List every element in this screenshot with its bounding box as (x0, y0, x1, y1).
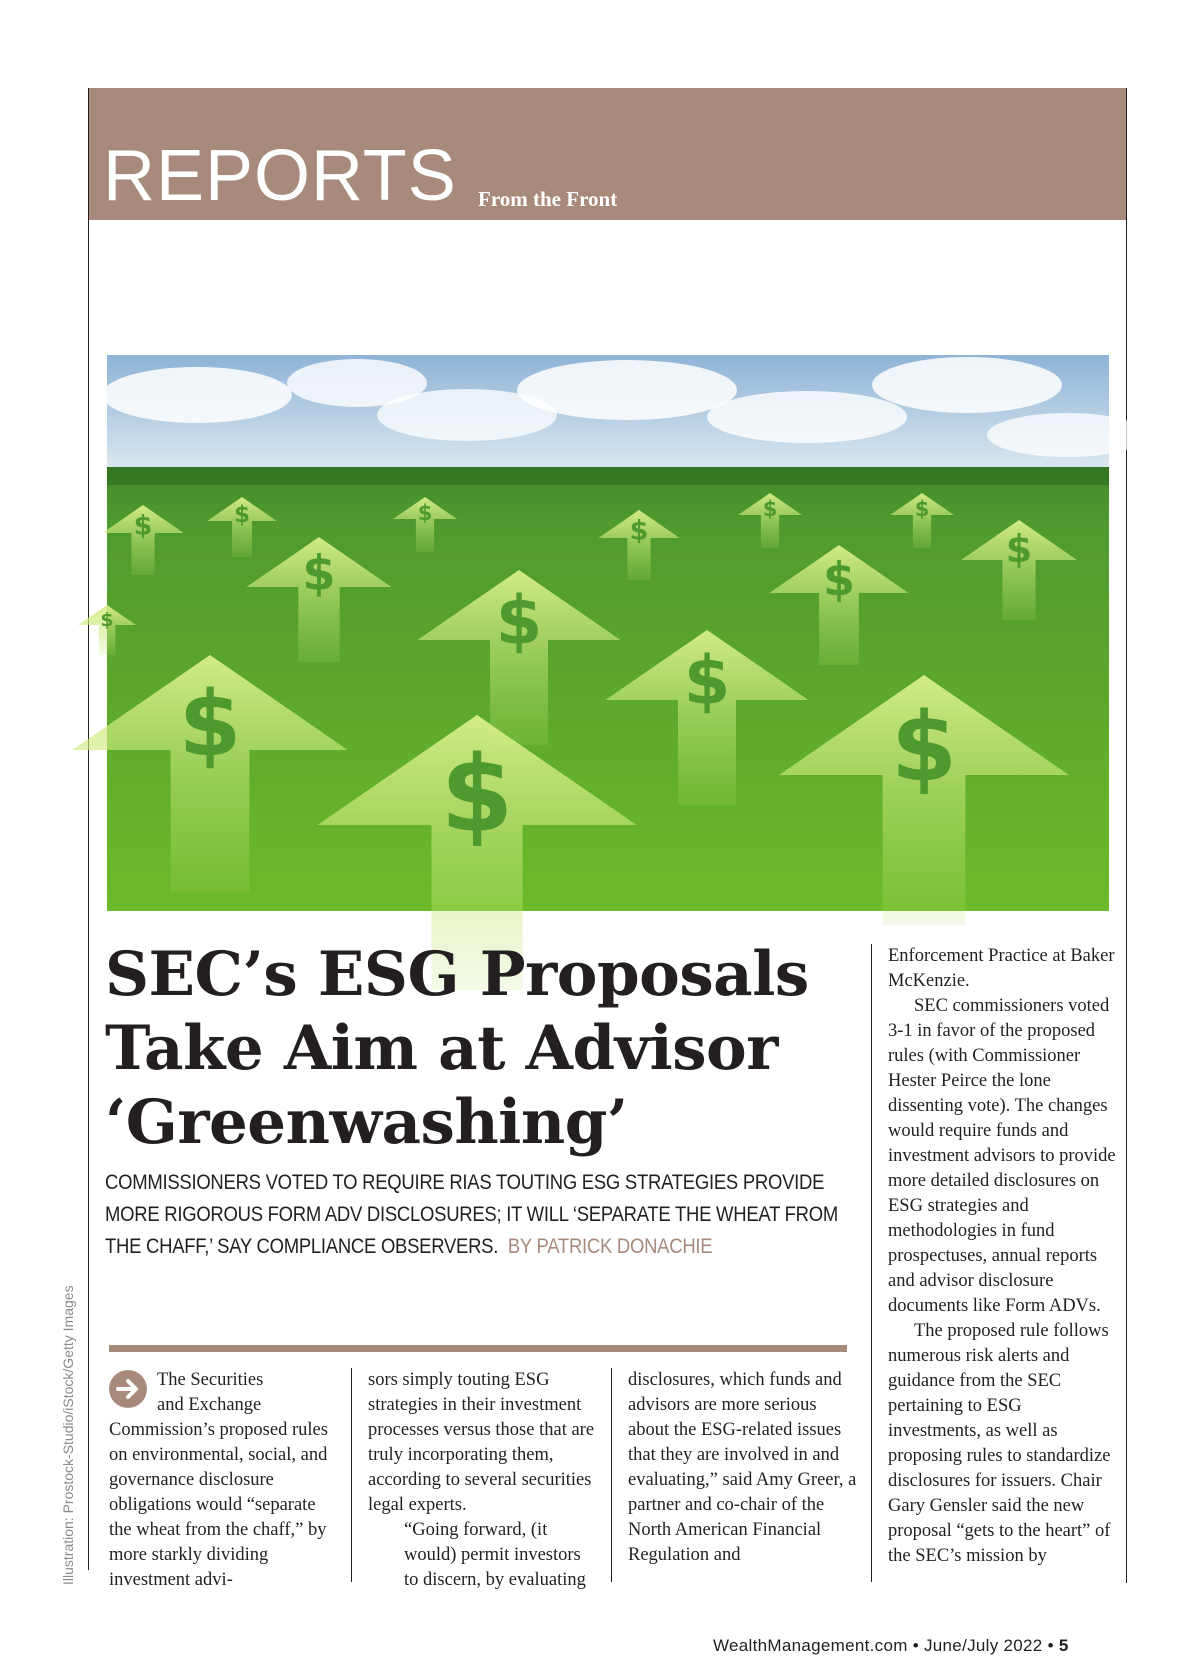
dollar-sign-icon: $ (495, 581, 543, 660)
field-with-dollar-arrows-image (100, 355, 1109, 911)
headline-line: SEC’s ESG Proposals (105, 939, 809, 1010)
dollar-sign-icon: $ (178, 671, 242, 777)
column-text: and Exchange (157, 1395, 262, 1415)
footer-separator: • (1047, 1636, 1054, 1655)
headline-line: ‘Greenwashing’ (105, 1087, 628, 1158)
article-column-3 (628, 1368, 858, 1568)
column-paragraph: sors simply touting ESG strategies in their investment processes versus those that are truly incorporating them, according to several securities legal experts. (368, 1370, 595, 1515)
dollar-sign-icon: $ (302, 545, 336, 602)
article-column-4 (888, 944, 1118, 1569)
article-column-2 (368, 1368, 598, 1593)
hero-illustration (100, 355, 1109, 911)
dek-text: COMMISSIONERS VOTED TO REQUIRE RIAS TOUTING ESG STRATEGIES PROVIDE MORE RIGOROUS FORM ADV DISCLOSURES; IT WILL ‘SEPARATE THE WHEAT FROM THE CHAFF,’ SAY COMPLIANCE OBSERVERS. (105, 1171, 838, 1258)
column-text: Commission’s proposed rules on environmental, social, and governance disclosure obligations would “separate the wheat from the chaff,” by more starkly dividing investment advi- (109, 1420, 328, 1590)
section-rule (109, 1345, 847, 1352)
column-divider (871, 944, 872, 1582)
column-text: The Securities (157, 1370, 264, 1390)
byline: BY PATRICK DONACHIE (507, 1235, 713, 1258)
column-paragraph: “Going forward, (it would) permit investors to discern, by evaluating (404, 1520, 586, 1590)
photo-credit: Illustration: Prostock-Studio/iStock/Getty Images (60, 1285, 76, 1585)
column-paragraph: The proposed rule follows numerous risk alerts and guidance from the SEC pertaining to ESG investments, as well as proposing rules to standardize disclosures for issuers. Chair Gary Gensler said the new proposal “gets to the heart” of the SEC’s mission by (888, 1321, 1111, 1566)
dollar-sign-icon: $ (914, 497, 930, 522)
dollar-sign-icon: $ (133, 510, 153, 542)
article-headline (105, 938, 875, 1160)
column-paragraph: disclosures, which funds and advisors are more serious about the ESG-related issues that they are involved in and evaluating,” said Amy Greer, a partner and co-chair of the North American Financial Regulation and (628, 1370, 857, 1565)
dollar-sign-icon: $ (822, 552, 856, 607)
article-column-1 (109, 1368, 339, 1593)
dollar-sign-icon: $ (417, 501, 433, 526)
footer-separator: • (912, 1636, 919, 1655)
page-frame-right (1126, 88, 1127, 1583)
dollar-sign-icon: $ (762, 497, 778, 522)
footer-issue: June/July 2022 (924, 1636, 1043, 1655)
page-footer (713, 1636, 1069, 1656)
dollar-sign-icon: $ (890, 693, 958, 803)
dollar-sign-icon: $ (683, 641, 731, 720)
column-paragraph: Enforcement Practice at Baker McKenzie. (888, 946, 1115, 991)
page-frame-left (88, 88, 89, 1570)
arrow-right-icon (109, 1370, 147, 1408)
section-header-band (89, 88, 1126, 220)
dollar-sign-icon: $ (233, 502, 251, 529)
article-dek (105, 1167, 865, 1263)
page-number: 5 (1058, 1636, 1069, 1655)
section-subtitle: From the Front (478, 187, 618, 211)
dollar-sign-icon: $ (440, 733, 514, 856)
dollar-sign-icon: $ (100, 609, 114, 631)
dollar-sign-icon: $ (1005, 527, 1033, 571)
headline-line: Take Aim at Advisor (105, 1013, 778, 1084)
column-divider (611, 1368, 612, 1582)
column-paragraph: SEC commissioners voted 3-1 in favor of the proposed rules (with Commissioner Hester Peirce the lone dissenting vote). The changes would require funds and investment advisors to provide more detailed disclosures on ESG strategies and methodologies in fund prospectuses, annual reports and advisor disclosure documents like Form ADVs. (888, 996, 1116, 1316)
dollar-sign-icon: $ (629, 515, 649, 547)
footer-site: WealthManagement.com (713, 1636, 908, 1655)
section-title: REPORTS (103, 136, 457, 216)
column-divider (351, 1368, 352, 1582)
